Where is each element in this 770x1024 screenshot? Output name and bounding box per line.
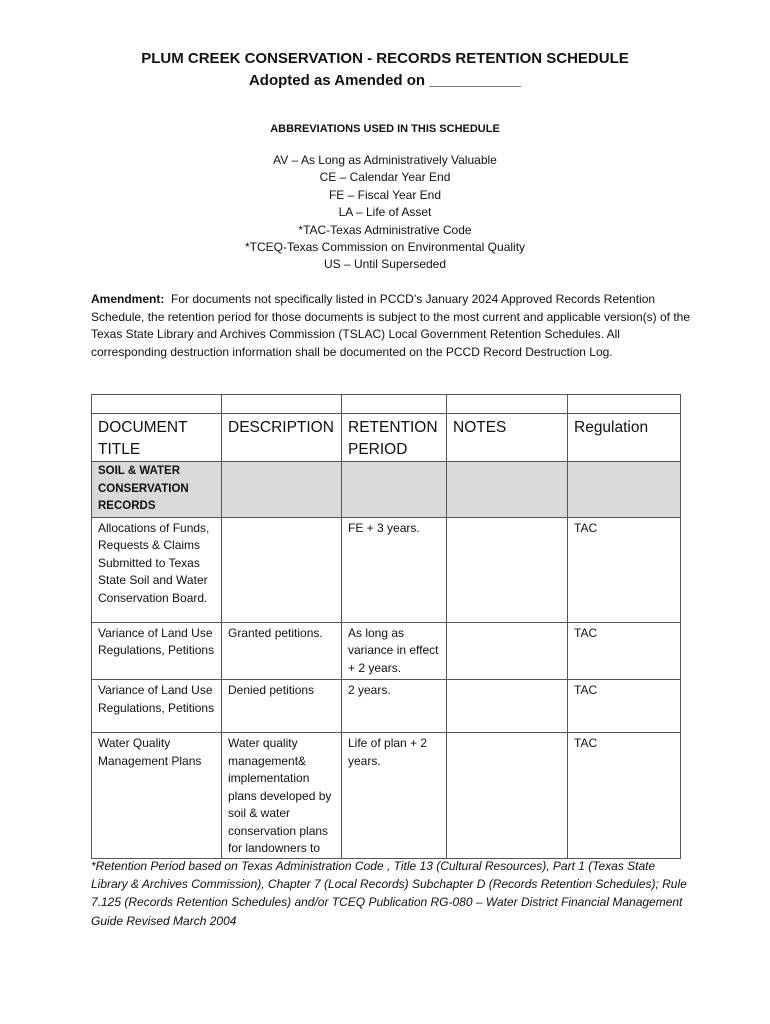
header-regulation: Regulation xyxy=(568,414,681,462)
abbreviations-list xyxy=(0,152,770,274)
table-blank-row xyxy=(92,395,681,414)
cell-regulation: TAC xyxy=(568,622,681,680)
cell-notes xyxy=(447,680,568,733)
abbreviation-item: CE – Calendar Year End xyxy=(319,170,451,185)
cell-regulation: TAC xyxy=(568,517,681,622)
table-section-row xyxy=(92,462,681,518)
abbreviations-heading: ABBREVIATIONS USED IN THIS SCHEDULE xyxy=(270,123,500,135)
cell-notes xyxy=(447,622,568,680)
cell-notes xyxy=(447,733,568,859)
cell-description: Water quality management& implementation plans developed by soil & water conservation plans for landowners to xyxy=(222,733,342,859)
cell-retention-period: 2 years. xyxy=(342,680,447,733)
cell-regulation: TAC xyxy=(568,733,681,859)
abbreviation-item: LA – Life of Asset xyxy=(338,205,432,220)
document-title: PLUM CREEK CONSERVATION - RECORDS RETENTION SCHEDULE xyxy=(141,50,629,67)
cell-retention-period: Life of plan + 2 years. xyxy=(342,733,447,859)
cell-document-title: Variance of Land Use Regulations, Petitions xyxy=(92,680,222,733)
cell-retention-period: As long as variance in effect + 2 years. xyxy=(342,622,447,680)
cell-notes xyxy=(447,517,568,622)
table-row xyxy=(92,517,681,622)
cell-retention-period: FE + 3 years. xyxy=(342,517,447,622)
table-row xyxy=(92,622,681,680)
cell-document-title: Allocations of Funds, Requests & Claims Submitted to Texas State Soil and Water Conservation Board. xyxy=(92,517,222,622)
abbreviation-item: AV – As Long as Administratively Valuable xyxy=(273,153,497,167)
table-header-row xyxy=(92,414,681,462)
cell-document-title: Water Quality Management Plans xyxy=(92,733,222,859)
abbreviation-item: US – Until Superseded xyxy=(323,257,447,272)
table-row xyxy=(92,733,681,859)
abbreviation-item: *TCEQ-Texas Commission on Environmental Quality xyxy=(244,240,526,255)
section-label: SOIL & WATER CONSERVATION RECORDS xyxy=(92,462,222,518)
cell-regulation: TAC xyxy=(568,680,681,733)
footnote: *Retention Period based on Texas Administration Code , Title 13 (Cultural Resources), Part 1 (Texas State Library & Archives Commission), Chapter 7 (Local Records) Subchapter D (Records Retention Schedules); Rule 7.125 (Records Retention Schedules) and/or TCEQ Publication RG-080 – Water District Financial Management Guide Revised March 2004 xyxy=(91,859,687,928)
header-document-title: DOCUMENT TITLE xyxy=(92,414,222,462)
document-subtitle: Adopted as Amended on ___________ xyxy=(248,72,522,89)
cell-description xyxy=(222,517,342,622)
cell-document-title: Variance of Land Use Regulations, Petitions xyxy=(92,622,222,680)
header-description: DESCRIPTION xyxy=(222,414,342,462)
header-retention-period: RETENTION PERIOD xyxy=(342,414,447,462)
abbreviation-item: FE – Fiscal Year End xyxy=(328,187,442,202)
cell-description: Denied petitions xyxy=(222,680,342,733)
retention-table xyxy=(91,394,681,859)
cell-description: Granted petitions. xyxy=(222,622,342,680)
abbreviation-item: *TAC-Texas Administrative Code xyxy=(298,222,472,237)
amendment-label: Amendment: xyxy=(91,292,165,306)
table-row xyxy=(92,680,681,733)
amendment-text: For documents not specifically listed in PCCD’s January 2024 Approved Records Retention Schedule, the retention period for those documents is subject to the most current and applicable version(s) of the Texas State Library and Archives Commission (TSLAC) Local Government Retention Schedules. All corresponding destruction information shall be documented on the PCCD Record Destruction Log. xyxy=(91,292,691,359)
header-notes: NOTES xyxy=(447,414,568,462)
amendment-paragraph xyxy=(91,291,691,361)
